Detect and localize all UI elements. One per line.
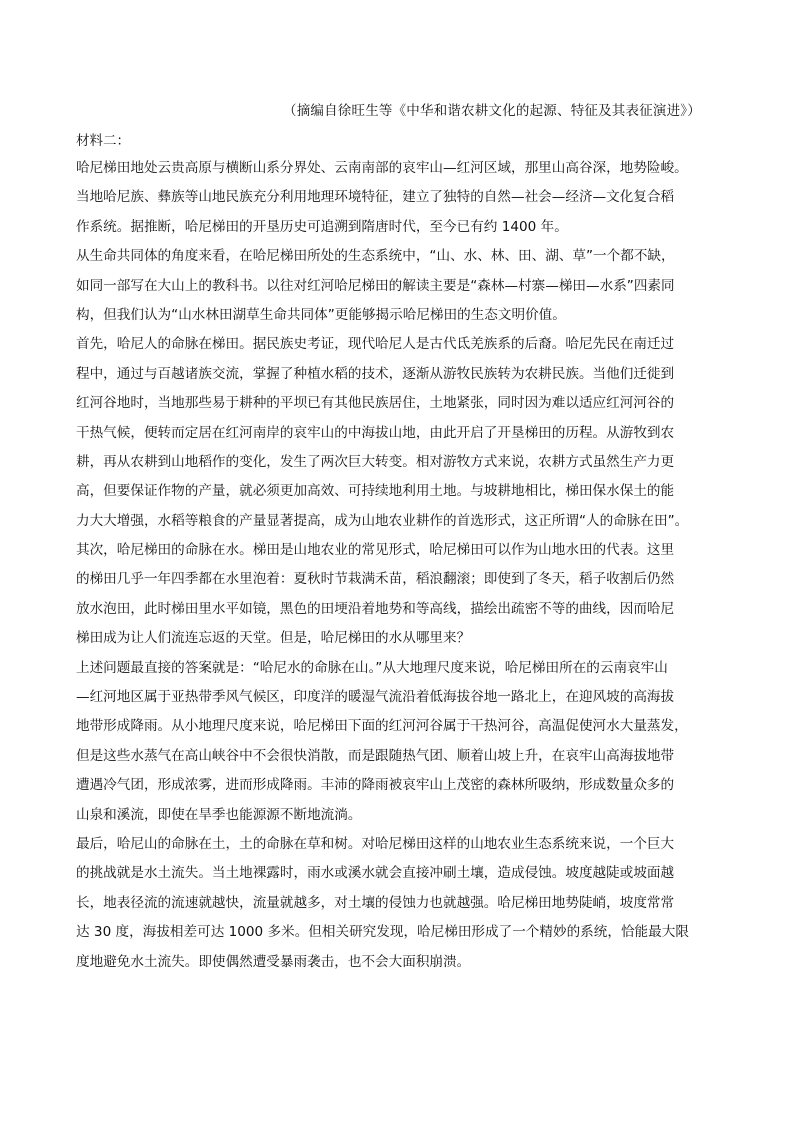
- text-line: 红河谷地时，当地那些易于耕种的平坝已有其他民族居住，土地紧张，同时因为难以适应红河河谷的: [76, 395, 675, 412]
- text-line: 首先，哈尼人的命脉在梯田。据民族史考证，现代哈尼人是古代氐羌族系的后裔。哈尼先民在南迁过: [76, 336, 675, 353]
- text-line: 当地哈尼族、彝族等山地民族充分利用地理环境特征，建立了独特的自然—社会—经济—文化复合稻: [76, 189, 675, 206]
- text-line: 如同一部写在大山上的教科书。以往对红河哈尼梯田的解读主要是“森林—村寨—梯田—水系”四素同: [76, 277, 675, 294]
- text-line: 其次，哈尼梯田的命脉在水。梯田是山地农业的常见形式，哈尼梯田可以作为山地水田的代表。这里: [76, 542, 675, 559]
- text-line: 作系统。据推断，哈尼梯田的开垦历史可追溯到隋唐时代，至今已有约 1400 年。: [76, 218, 568, 235]
- text-line: 达 30 度，海拔相差可达 1000 多米。但相关研究发现，哈尼梯田形成了一个精妙的系统，恰能最大限: [76, 924, 689, 941]
- text-line: 的梯田几乎一年四季都在水里泡着：夏秋时节栽满禾苗，稻浪翻滚；即使到了冬天，稻子收割后仍然: [76, 571, 675, 588]
- text-line: 度地避免水土流失。即使偶然遭受暴雨袭击，也不会大面积崩溃。: [76, 953, 471, 970]
- text-line: 哈尼梯田地处云贵高原与横断山系分界处、云南南部的哀牢山—红河区域，那里山高谷深，地势险峻。: [76, 160, 688, 176]
- text-line: 遭遇冷气团，形成浓雾，进而形成降雨。丰沛的降雨被哀牢山上茂密的森林所吸纳，形成数量众多的: [76, 777, 675, 794]
- text-line: 最后，哈尼山的命脉在土，土的命脉在草和树。对哈尼梯田这样的山地农业生态系统来说，一个巨大: [76, 835, 675, 852]
- body-text: [76, 154, 736, 977]
- text-line: —红河地区属于亚热带季风气候区，印度洋的暖湿气流沿着低海拔谷地一路北上，在迎风坡的高海拔: [76, 689, 675, 706]
- text-line: 的挑战就是水土流失。当土地裸露时，雨水或溪水就会直接冲刷土壤，造成侵蚀。坡度越陡或坡面越: [76, 865, 675, 882]
- text-line: 构，但我们认为“山水林田湖草生命共同体”更能够揭示哈尼梯田的生态文明价值。: [76, 306, 566, 323]
- text-line: 放水泡田，此时梯田里水平如镜，黑色的田埂沿着地势和等高线，描绘出疏密不等的曲线，因而哈尼: [76, 600, 675, 617]
- text-line: 干热气候，便转而定居在红河南岸的哀牢山的中海拔山地，由此开启了开垦梯田的历程。从游牧到农: [76, 424, 675, 441]
- text-line: 但是这些水蒸气在高山峡谷中不会很快消散，而是跟随热气团、顺着山坡上升，在哀牢山高海拔地带: [76, 747, 675, 764]
- text-line: 地带形成降雨。从小地理尺度来说，哈尼梯田下面的红河河谷属于干热河谷，高温促使河水大量蒸发，: [76, 718, 688, 735]
- text-line: 程中，通过与百越诸族交流，掌握了种植水稻的技术，逐渐从游牧民族转为农耕民族。当他们迁徙到: [76, 365, 675, 382]
- text-line: 长，地表径流的流速就越快，流量就越多，对土壤的侵蚀力也就越强。哈尼梯田地势陡峭，坡度常常: [76, 894, 675, 911]
- text-line: 高，但要保证作物的产量，就必须更加高效、可持续地利用土地。与坡耕地相比，梯田保水保土的能: [76, 483, 675, 500]
- text-line: 山泉和溪流，即使在旱季也能源源不断地流淌。: [76, 806, 362, 823]
- text-line: 力大大增强，水稻等粮食的产量显著提高，成为山地农业耕作的首选形式，这正所谓“人的命脉在田”。: [76, 512, 689, 529]
- text-line: 上述问题最直接的答案就是：“哈尼水的命脉在山。”从大地理尺度来说，哈尼梯田所在的云南哀牢山: [76, 659, 668, 676]
- source-citation: （摘编自徐旺生等《中华和谐农耕文化的起源、特征及其表征演进》）: [283, 103, 701, 119]
- section-heading: 材料二：: [76, 133, 130, 149]
- text-line: 耕，再从农耕到山地稻作的变化，发生了两次巨大转变。相对游牧方式来说，农耕方式虽然生产力更: [76, 453, 675, 470]
- text-line: 梯田成为让人们流连忘返的天堂。但是，哈尼梯田的水从哪里来？: [76, 630, 471, 647]
- text-line: 从生命共同体的角度来看，在哈尼梯田所处的生态系统中，“山、水、林、田、湖、草”一个都不缺，: [76, 248, 675, 265]
